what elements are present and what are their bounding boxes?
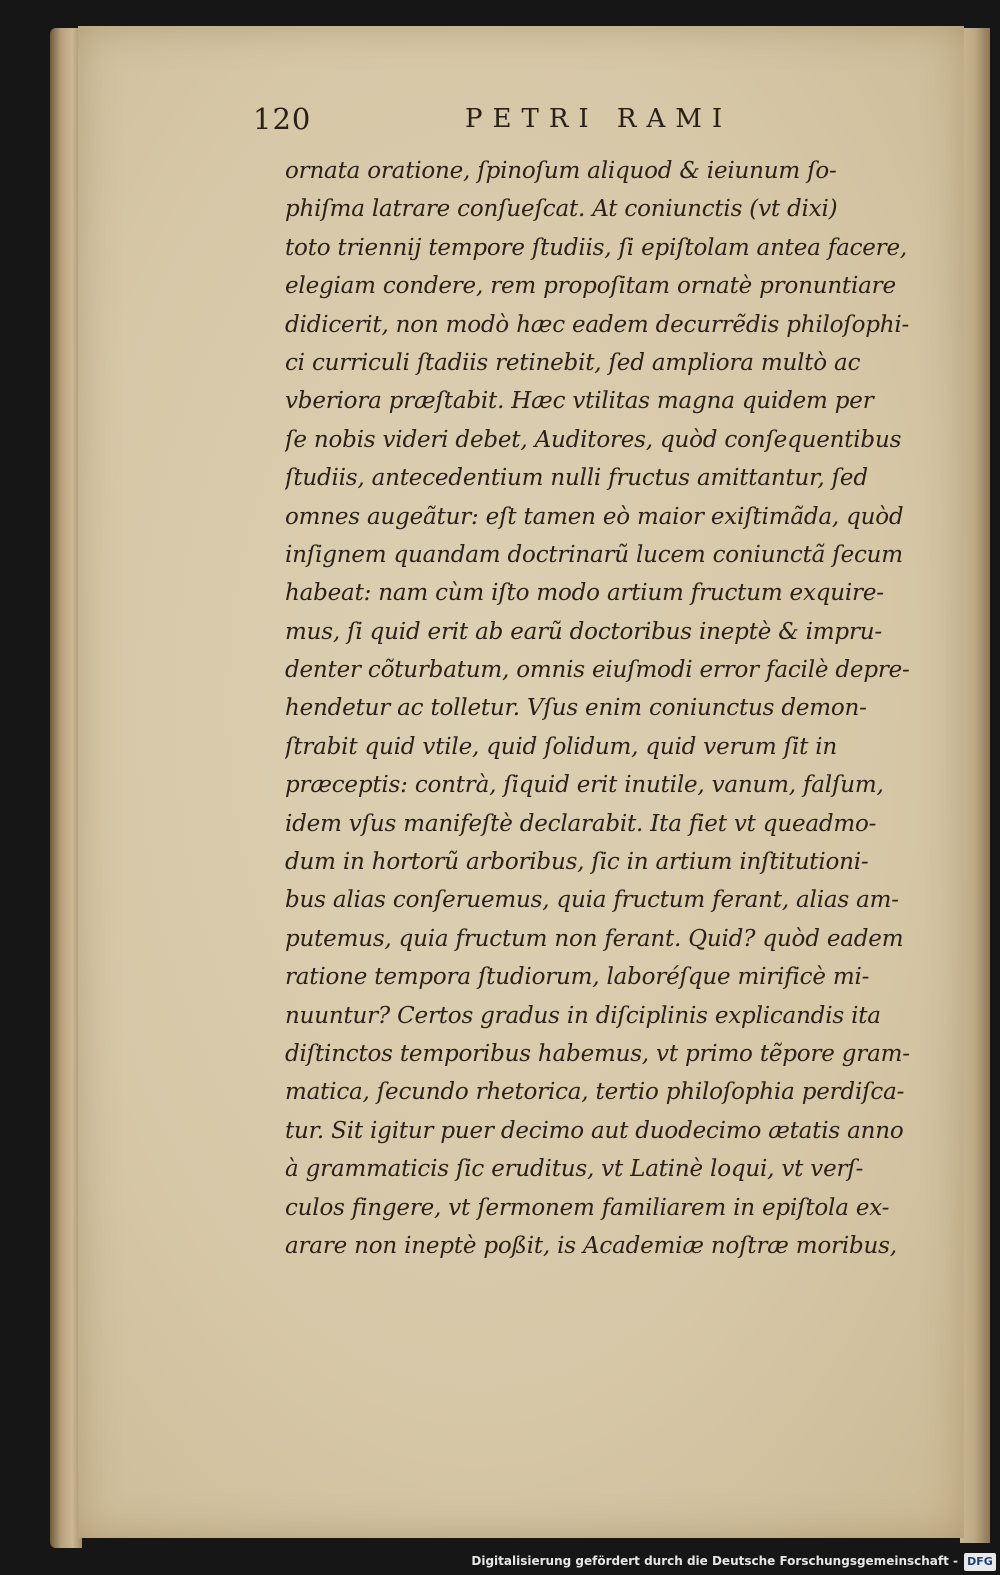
text-line: toto triennij tempore ſtudiis, ſi epiſtolam antea facere, xyxy=(285,234,907,261)
text-line: phiſma latrare conſueſcat. At coniunctis (vt dixi) xyxy=(285,196,838,223)
text-block xyxy=(285,152,925,1265)
page-header xyxy=(253,102,773,142)
text-line: elegiam condere, rem propoſitam ornatè pronuntiare xyxy=(285,273,896,300)
running-head: PETRI RAMI xyxy=(465,104,733,134)
text-line: omnes augeãtur: eſt tamen eò maior exiſtimãda, quòd xyxy=(285,503,904,530)
text-line: matica, ſecundo rhetorica, tertio philoſophia perdiſca- xyxy=(285,1079,905,1106)
text-line: dum in hortorũ arboribus, ſic in artium inſtitutioni- xyxy=(285,849,869,876)
dfg-logo: DFG xyxy=(964,1553,996,1571)
text-line: ornata oratione, ſpinoſum aliquod & ieiunum ſo- xyxy=(285,158,837,184)
text-line: vberiora præſtabit. Hæc vtilitas magna quidem per xyxy=(285,388,874,415)
funding-notice: Digitalisierung gefördert durch die Deutsche Forschungsgemeinschaft - xyxy=(471,1554,958,1568)
text-line: didicerit, non modò hæc eadem decurrẽdis philoſophi- xyxy=(285,311,910,338)
footer-bar xyxy=(0,1551,1000,1575)
text-line: ſtrabit quid vtile, quid ſolidum, quid verum ſit in xyxy=(285,733,838,760)
text-line: ſe nobis videri debet, Auditores, quòd conſequentibus xyxy=(285,426,902,453)
text-line: arare non ineptè poßit, is Academiæ noſtræ moribus, xyxy=(285,1232,897,1259)
text-line: bus alias conſeruemus, quia fructum ferant, alias am- xyxy=(285,887,899,914)
text-line: mus, ſi quid erit ab earũ doctoribus ineptè & impru- xyxy=(285,618,882,645)
text-line: à grammaticis ſic eruditus, vt Latinè loqui, vt verſ- xyxy=(285,1156,864,1183)
text-line: inſignem quandam doctrinarũ lucem coniunctã ſecum xyxy=(285,541,903,568)
text-line: hendetur ac tolletur. Vſus enim coniunctus demon- xyxy=(285,695,867,722)
text-line: tur. Sit igitur puer decimo aut duodecimo ætatis anno xyxy=(285,1117,904,1144)
text-line: denter cõturbatum, omnis eiuſmodi error facilè depre- xyxy=(285,657,910,684)
book-edge-right xyxy=(960,28,990,1543)
page-number: 120 xyxy=(253,102,312,136)
text-line: habeat: nam cùm iſto modo artium fructum exquire- xyxy=(285,580,884,607)
text-line: ci curriculi ſtadiis retinebit, ſed ampliora multò ac xyxy=(285,349,861,376)
text-line: præceptis: contrà, ſiquid erit inutile, vanum, falſum, xyxy=(285,772,884,799)
text-line: ratione tempora ſtudiorum, laboréſque mirificè mi- xyxy=(285,964,870,991)
text-line: diſtinctos temporibus habemus, vt primo tẽpore gram- xyxy=(285,1040,910,1067)
text-line: putemus, quia fructum non ferant. Quid? quòd eadem xyxy=(285,925,904,952)
text-line: culos fingere, vt ſermonem familiarem in epiſtola ex- xyxy=(285,1194,890,1221)
text-line: ſtudiis, antecedentium nulli fructus amittantur, ſed xyxy=(285,465,868,492)
text-line: idem vſus manifeſtè declarabit. Ita fiet vt queadmo- xyxy=(285,810,877,837)
text-line: nuuntur? Certos gradus in diſciplinis explicandis ita xyxy=(285,1002,881,1029)
